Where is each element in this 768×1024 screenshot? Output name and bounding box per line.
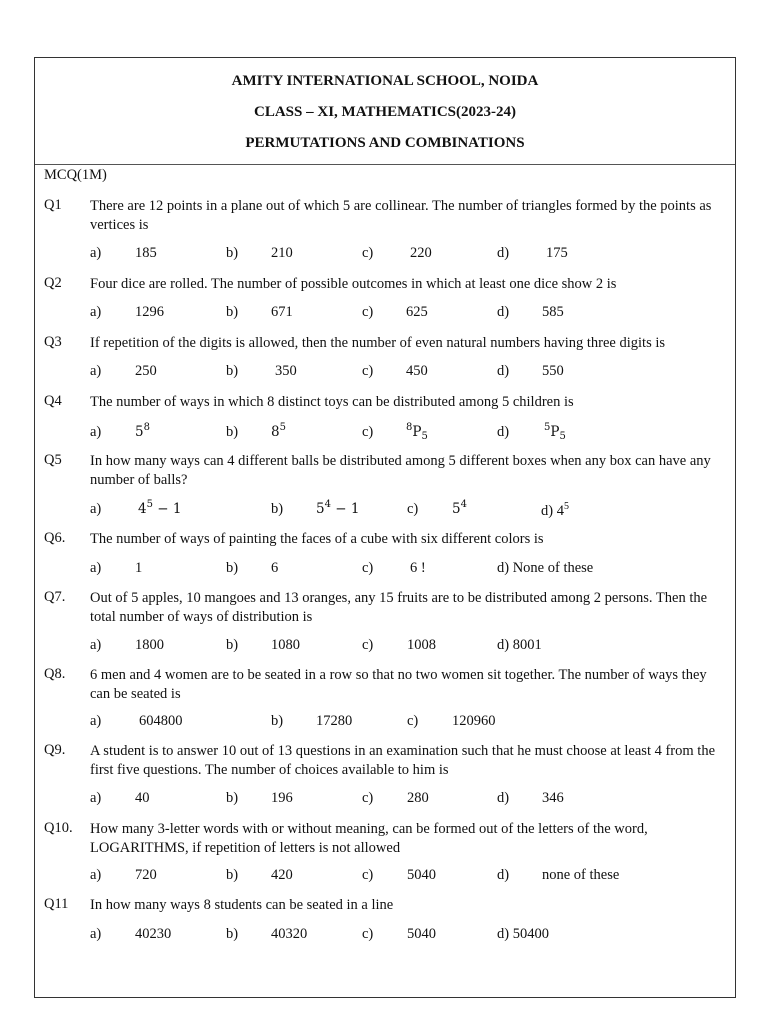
- option-d-label: d): [497, 867, 510, 883]
- option-a-label: a): [90, 637, 102, 653]
- option-d: d) 8001: [497, 637, 542, 653]
- option-a-value: $4^5 - 1$: [138, 499, 182, 517]
- option-b-value: 350: [275, 363, 297, 379]
- option-c-value: 120960: [452, 713, 496, 729]
- option-c-value: 5040: [407, 926, 436, 942]
- option-b-label: b): [226, 560, 239, 576]
- option-d-value: 550: [542, 363, 564, 379]
- question-number: Q8.: [44, 666, 66, 682]
- question-number: Q2: [44, 275, 62, 291]
- question-number: Q11: [44, 896, 69, 912]
- option-a-label: a): [90, 363, 102, 379]
- option-c-label: c): [362, 363, 374, 379]
- option-a-label: a): [90, 245, 102, 261]
- option-b-value: 671: [271, 304, 293, 320]
- option-a-label: a): [90, 304, 102, 320]
- option-d-label: d): [497, 363, 510, 379]
- option-c-label: c): [362, 867, 374, 883]
- question-text: The number of ways of painting the faces of a cube with six different colors is: [90, 531, 544, 547]
- question-number: Q7.: [44, 589, 66, 605]
- option-c-label: c): [362, 245, 374, 261]
- question-number: Q9.: [44, 742, 66, 758]
- option-a-value: 185: [135, 245, 157, 261]
- option-d-value: 175: [546, 245, 568, 261]
- question-number: Q5: [44, 452, 62, 468]
- option-b-value: 1080: [271, 637, 300, 653]
- option-d-label: d): [497, 424, 510, 440]
- option-b-value: 420: [271, 867, 293, 883]
- option-a-value: 40: [135, 790, 150, 806]
- class-line: CLASS – XI, MATHEMATICS(2023-24): [254, 104, 516, 120]
- option-d-label: d): [497, 245, 510, 261]
- option-a-label: a): [90, 713, 102, 729]
- option-b-value: 17280: [316, 713, 353, 729]
- option-b-label: b): [271, 501, 284, 517]
- option-c-value: 280: [407, 790, 429, 806]
- option-c-value: 220: [410, 245, 432, 261]
- option-c-value: $5^4$: [452, 499, 467, 517]
- option-a-label: a): [90, 790, 102, 806]
- topic-title: PERMUTATIONS AND COMBINATIONS: [245, 135, 525, 151]
- option-a-label: a): [90, 501, 102, 517]
- worksheet-header: [35, 58, 735, 165]
- option-a-label: a): [90, 867, 102, 883]
- option-d-value: 585: [542, 304, 564, 320]
- option-a-value: 40230: [135, 926, 172, 942]
- section-label: MCQ(1M): [44, 167, 107, 183]
- question-text: 6 men and 4 women are to be seated in a row so that no two women sit together. The number of ways they can be seated is: [90, 667, 707, 702]
- option-a-value: 720: [135, 867, 157, 883]
- option-b-label: b): [226, 637, 239, 653]
- option-b-value: 196: [271, 790, 293, 806]
- option-a-label: a): [90, 560, 102, 576]
- option-b-label: b): [226, 424, 239, 440]
- option-d: d) 50400: [497, 926, 549, 942]
- option-a-value: $5^8$: [135, 422, 150, 440]
- option-a-value: 604800: [139, 713, 183, 729]
- option-d-label: d): [497, 790, 510, 806]
- option-c-label: c): [362, 926, 374, 942]
- question-number: Q4: [44, 393, 62, 409]
- question-number: Q3: [44, 334, 62, 350]
- option-c-value: 6 !: [410, 560, 426, 576]
- question-number: Q1: [44, 197, 62, 213]
- option-b-value: 6: [271, 560, 279, 576]
- school-name: AMITY INTERNATIONAL SCHOOL, NOIDA: [231, 73, 539, 89]
- option-a-value: 1296: [135, 304, 164, 320]
- option-d: d) None of these: [497, 560, 594, 576]
- option-a-value: 250: [135, 363, 157, 379]
- question-text: The number of ways in which 8 distinct toys can be distributed among 5 children is: [90, 394, 574, 410]
- question-text: There are 12 points in a plane out of which 5 are collinear. The number of triangles formed by the points as vertices is: [90, 198, 712, 233]
- question-number: Q6.: [44, 530, 66, 546]
- question-text: How many 3-letter words with or without meaning, can be formed out of the letters of the word, LOGARITHMS, if repetition of letters is not allowed: [90, 821, 648, 856]
- option-d-value: none of these: [542, 867, 620, 883]
- option-d-value: $^5P_5$: [544, 422, 566, 442]
- option-b-label: b): [271, 713, 284, 729]
- question-number: Q10.: [44, 820, 73, 836]
- option-c-label: c): [362, 637, 374, 653]
- option-b-value: $8^5$: [271, 422, 286, 440]
- question-text: In how many ways 8 students can be seated in a line: [90, 897, 394, 913]
- option-c-value: $^8P_5$: [406, 422, 428, 442]
- option-b-label: b): [226, 245, 239, 261]
- option-c-value: 1008: [407, 637, 436, 653]
- option-b-label: b): [226, 363, 239, 379]
- option-b-label: b): [226, 867, 239, 883]
- option-c-value: 625: [406, 304, 428, 320]
- question-text: A student is to answer 10 out of 13 questions in an examination such that he must choose at least 4 from the first five questions. The number of choices available to him is: [90, 743, 716, 778]
- question-text: Out of 5 apples, 10 mangoes and 13 oranges, any 15 fruits are to be distributed among 2 persons. Then the total number of ways of distribution is: [90, 590, 708, 625]
- option-d-value: 346: [542, 790, 564, 806]
- option-b-value: 210: [271, 245, 293, 261]
- option-d: d) $4^5$: [541, 501, 569, 519]
- option-c-label: c): [362, 560, 374, 576]
- option-a-value: 1800: [135, 637, 164, 653]
- question-text: Four dice are rolled. The number of possible outcomes in which at least one dice show 2 is: [90, 276, 617, 292]
- option-c-value: 5040: [407, 867, 436, 883]
- question-text: In how many ways can 4 different balls be distributed among 5 different boxes when any box can have any number of balls?: [90, 453, 711, 488]
- option-c-label: c): [407, 713, 419, 729]
- option-a-label: a): [90, 926, 102, 942]
- option-b-value: 40320: [271, 926, 308, 942]
- option-a-value: 1: [135, 560, 143, 576]
- option-c-value: 450: [406, 363, 428, 379]
- option-b-label: b): [226, 926, 239, 942]
- option-b-label: b): [226, 790, 239, 806]
- option-a-label: a): [90, 424, 102, 440]
- option-b-label: b): [226, 304, 239, 320]
- option-c-label: c): [362, 424, 374, 440]
- option-c-label: c): [407, 501, 419, 517]
- option-c-label: c): [362, 304, 374, 320]
- question-text: If repetition of the digits is allowed, then the number of even natural numbers having three digits is: [90, 335, 666, 351]
- option-b-value: $5^4 - 1$: [316, 499, 360, 517]
- option-d-label: d): [497, 304, 510, 320]
- option-c-label: c): [362, 790, 374, 806]
